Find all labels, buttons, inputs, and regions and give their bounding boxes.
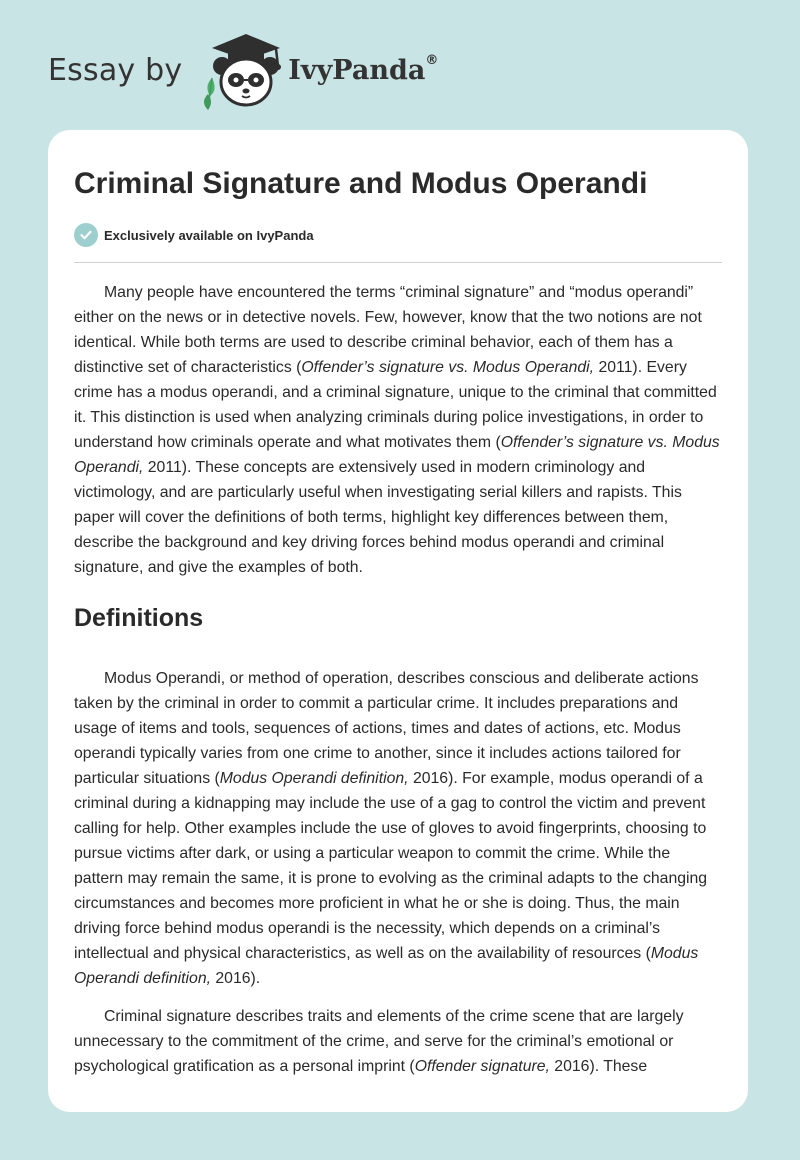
citation: Offender’s signature vs. Modus Operandi, (74, 434, 720, 476)
intro-paragraph: Many people have encountered the terms “criminal signature” and “modus operandi” either on the news or in detective novels. Few, however, know that the two notions are not identical. While both terms are used to describe criminal behavior, each of them has a distinctive set of characteristics (Offender’s signature vs. Modus Operandi, 2011). Every crime has a modus operandi, and a criminal signature, unique to the criminal that committed it. This distinction is used when analyzing criminals during police investigations, in order to understand how criminals operate and what motivates them (Offender’s signature vs. Modus Operandi, 2011). These concepts are extensively used in modern criminology and victimology, and are particularly useful when investigating serial killers and rapists. This paper will cover the definitions of both terms, highlight key differences between them, describe the background and key driving forces behind modus operandi and criminal signature, and give the examples of both. (74, 284, 720, 576)
brand-prefix: Essay by (48, 52, 183, 88)
brand-name: IvyPanda® (288, 52, 439, 86)
divider (74, 262, 722, 263)
citation: Modus Operandi definition, (219, 770, 409, 787)
definitions-paragraph: Modus Operandi, or method of operation, describes conscious and deliberate actions taken by the criminal in order to commit a particular crime. It includes preparations and usage of items and tools, sequences of actions, times and dates of actions, etc. Modus operandi typically varies from one crime to another, since it includes actions tailored for particular situations (Modus Operandi definition, 2016). For example, modus operandi of a criminal during a kidnapping may include the use of a gag to control the victim and prevent calling for help. Other examples include the use of gloves to avoid fingerprints, choosing to pursue victims after dark, or using a particular weapon to commit the crime. While the pattern may remain the same, it is prone to evolving as the criminal adapts to the changing circumstances and becomes more proficient in what he or she is doing. Thus, the main driving force behind modus operandi is the necessity, which depends on a criminal’s intellectual and physical characteristics, as well as on the availability of resources (Modus Operandi definition, 2016). (74, 670, 708, 987)
essay-card (48, 130, 748, 1112)
signature-paragraph: Criminal signature describes traits and elements of the crime scene that are largely unnecessary to the commitment of the crime, and serve for the criminal’s emotional or psychological gratification as a personal imprint (Offender signature, 2016). These (74, 1008, 684, 1075)
check-icon (74, 223, 98, 247)
essay-title: Criminal Signature and Modus Operandi (74, 167, 648, 200)
citation: Offender’s signature vs. Modus Operandi, (301, 359, 595, 376)
citation: Modus Operandi definition, (74, 945, 699, 987)
panda-logo-icon[interactable] (198, 30, 286, 110)
badge-label: Exclusively available on IvyPanda (104, 227, 314, 243)
exclusive-badge (74, 222, 722, 248)
citation: Offender signature, (414, 1058, 550, 1075)
definitions-heading: Definitions (74, 604, 204, 632)
brand-header (48, 30, 438, 110)
